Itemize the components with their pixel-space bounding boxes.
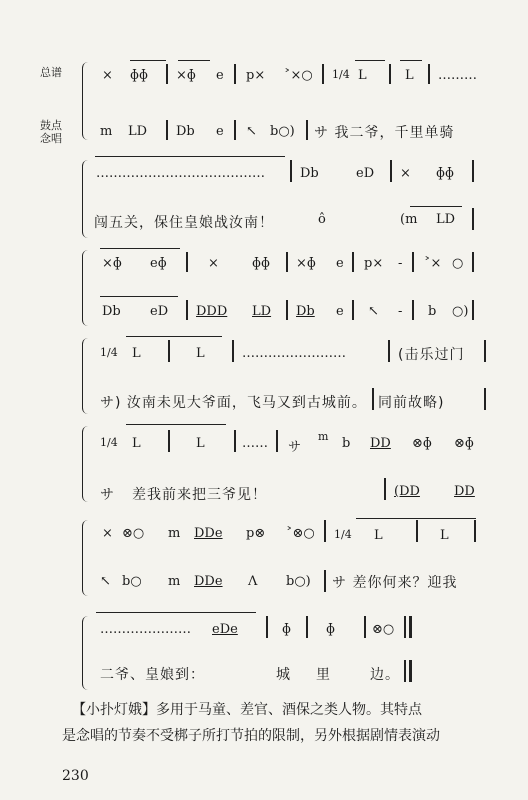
note: LD [128, 124, 148, 139]
body-paragraph-line-2: 是念唱的节奏不受梆子所打节拍的限制，另外根据剧情表演动 [62, 728, 440, 744]
time-signature: 1/4 [100, 346, 118, 359]
note: b○ [122, 574, 142, 589]
lyric-text: 城 [276, 667, 291, 683]
note: b [342, 436, 351, 451]
note: m [100, 124, 113, 139]
note: (DD [394, 484, 420, 499]
note: e [216, 68, 224, 83]
note: ˃×○ [284, 68, 313, 83]
note: b○) [286, 574, 311, 589]
note: ↖ [246, 124, 257, 139]
note: Db [296, 304, 315, 319]
note: × [400, 166, 411, 181]
lyric-text: 边。 [370, 667, 400, 683]
note: DD [454, 484, 475, 499]
note: b [428, 304, 437, 319]
ellipsis: ………………………………… [96, 166, 265, 181]
note: ⊗ɸ [412, 436, 432, 451]
body-paragraph-line-1: 【小扑灯娥】多用于马童、差官、酒保之类人物。其特点 [72, 702, 422, 718]
lyric-text: サ 我二爷，千里单骑 [314, 125, 455, 141]
note: ɸɸ [130, 68, 148, 83]
note: Db [300, 166, 319, 181]
note: ɸ [326, 622, 335, 637]
lyric-text: 同前故略) [378, 395, 445, 411]
note: DDe [194, 574, 223, 589]
note: ⊗○ [122, 526, 145, 541]
note: (m [400, 212, 418, 227]
note: DDD [196, 304, 228, 319]
note: ɸɸ [252, 256, 270, 271]
ellipsis: ……… [438, 68, 477, 83]
note: e [336, 304, 344, 319]
note: ↖ [100, 574, 111, 589]
lyric-text: (击乐过门 [398, 347, 465, 363]
note: ⊗○ [372, 622, 395, 637]
lyric-text: 闯五关，保住皇娘战汝南！ [94, 215, 274, 231]
note: DD [370, 436, 391, 451]
note: eɸ [150, 256, 167, 271]
ellipsis: …… [242, 436, 268, 451]
note: Λ [248, 574, 258, 589]
note: Db [176, 124, 195, 139]
system-brace [82, 160, 88, 238]
page-number: 230 [62, 768, 89, 784]
note: LD [252, 304, 272, 319]
note: L [358, 68, 367, 83]
lyric-text: サ 差你何来？迎我 [332, 575, 458, 591]
note: DDe [194, 526, 223, 541]
note: サ [288, 440, 302, 455]
note: m [168, 526, 181, 541]
note: LD [436, 212, 456, 227]
lyric-text: 二爷、皇娘到： [100, 667, 205, 683]
note: ×ɸ [102, 256, 122, 271]
lyric-text: 里 [316, 667, 331, 683]
note: - [398, 256, 403, 271]
note: ɸɸ [436, 166, 454, 181]
note: ɸ [282, 622, 291, 637]
note: ˃⊗○ [286, 526, 315, 541]
note: m [318, 430, 329, 443]
system-brace [82, 426, 88, 502]
note: p× [246, 68, 266, 83]
note: ×ɸ [176, 68, 196, 83]
note: × [102, 526, 113, 541]
note: eDe [212, 622, 238, 637]
note: L [374, 528, 383, 543]
ellipsis: ………………… [100, 622, 191, 637]
system-brace [82, 250, 88, 326]
note: ⊗ɸ [454, 436, 474, 451]
system-brace [82, 62, 88, 140]
note: eD [356, 166, 375, 181]
note: × [208, 256, 219, 271]
note: e [216, 124, 224, 139]
note: Db [102, 304, 121, 319]
note: - [398, 304, 403, 319]
system-brace [82, 338, 88, 414]
note: eD [150, 304, 169, 319]
note: m [168, 574, 181, 589]
note: e [336, 256, 344, 271]
note: L [196, 436, 205, 451]
note: × [102, 68, 113, 83]
time-signature: 1/4 [334, 528, 352, 541]
note: ˃× [424, 256, 442, 271]
note: p⊗ [246, 526, 266, 541]
ellipsis: …………………… [242, 346, 346, 361]
time-signature: 1/4 [100, 436, 118, 449]
label-guban: 鼓点 [40, 119, 62, 132]
lyric-text: サ) 汝南未见大爷面，飞马又到古城前。 [100, 395, 367, 411]
label-niancang: 念唱 [40, 132, 62, 145]
system-brace [82, 520, 88, 596]
note: p× [364, 256, 384, 271]
label-zongpu: 总谱 [40, 66, 62, 79]
note: L [196, 346, 205, 361]
note: ↖ [368, 304, 379, 319]
lyric-text: 差我前来把三爷见！ [132, 487, 267, 503]
note: L [405, 68, 414, 83]
time-signature: 1/4 [332, 68, 350, 81]
note: ○) [452, 304, 469, 319]
note: L [132, 436, 141, 451]
note: b○) [270, 124, 295, 139]
note: ○ [452, 256, 464, 271]
note: ×ɸ [296, 256, 316, 271]
note: L [440, 528, 449, 543]
system-brace [82, 616, 88, 690]
note: L [132, 346, 141, 361]
lyric-text: サ [100, 487, 115, 503]
note: ô [318, 212, 326, 227]
